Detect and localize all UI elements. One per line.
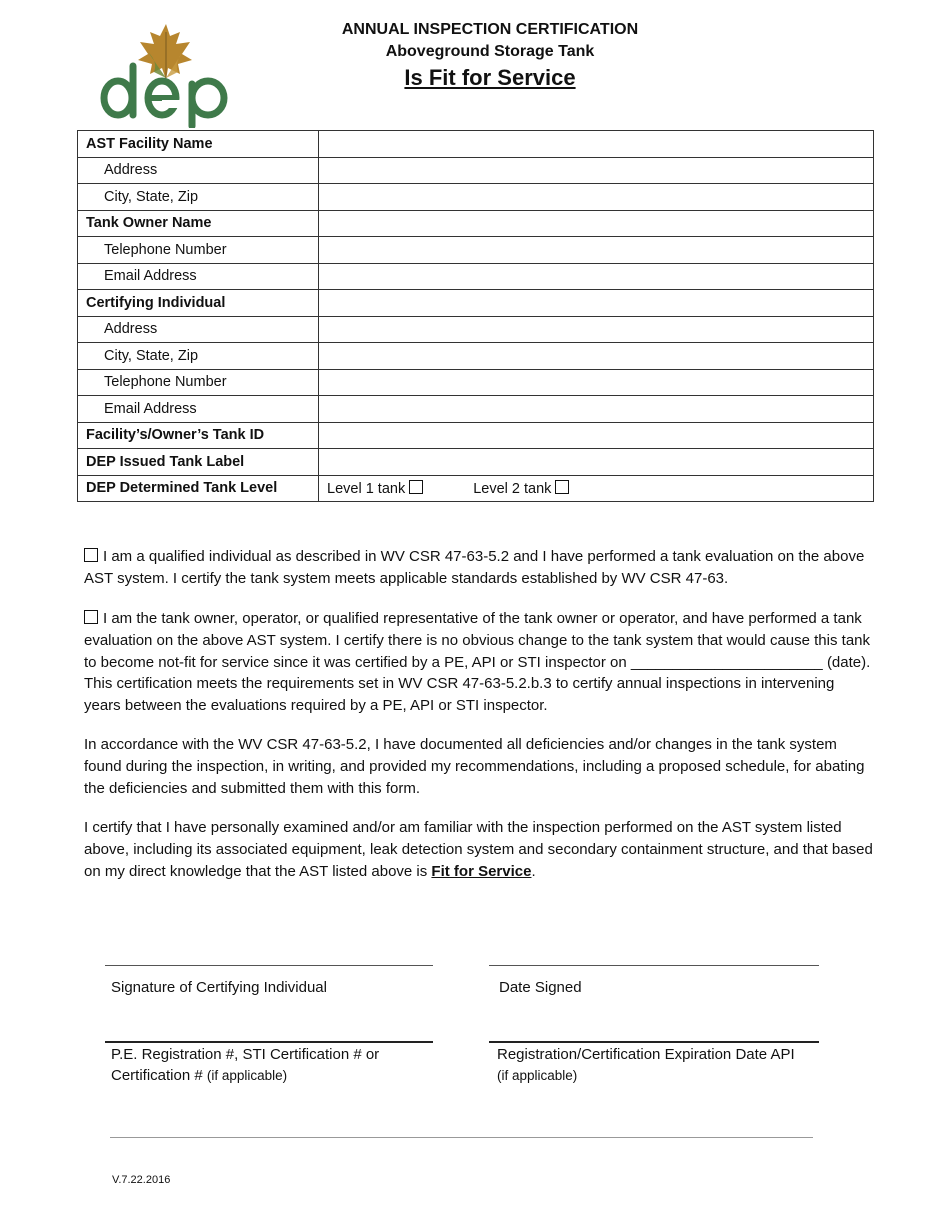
date-signed-line[interactable] — [489, 965, 819, 966]
table-row — [78, 396, 874, 423]
table-row — [78, 157, 874, 184]
tank-level-cell — [319, 475, 874, 502]
table-row — [78, 422, 874, 449]
date-signed-label: Date Signed — [499, 979, 582, 996]
fit-for-service-emphasis: Fit for Service — [431, 862, 532, 880]
level-2-checkbox[interactable] — [555, 480, 569, 494]
row-label: AST Facility Name — [78, 131, 319, 158]
owner-text: I am the tank owner, operator, or qualified representative of the tank owner or operator, and have performed a tank evaluation on the above AST system. I certify there is no obvious change to the tank system that would cause this tank to become not-fit for service since it was certified by a PE, API or STI inspector on _______________________ (date). This certification meets the requirements set in WV CSR 47-63-5.2.b.3 to certify annual inspections in intervening years between the evaluations required by a PE, API or STI inspector. — [84, 610, 871, 715]
facility-name-field[interactable] — [319, 131, 874, 158]
certify-suffix: . — [531, 862, 536, 880]
certifier-address-field[interactable] — [319, 316, 874, 343]
row-label: Facility’s/Owner’s Tank ID — [78, 422, 319, 449]
owner-checkbox[interactable] — [84, 610, 98, 624]
owner-telephone-field[interactable] — [319, 237, 874, 264]
row-label: Address — [78, 316, 319, 343]
table-row — [78, 131, 874, 158]
row-label: Telephone Number — [78, 369, 319, 396]
row-label: DEP Issued Tank Label — [78, 449, 319, 476]
title-line-3: Is Fit for Service — [404, 65, 576, 90]
registration-label — [111, 1044, 379, 1086]
dep-logo — [96, 22, 236, 128]
facility-address-field[interactable] — [319, 157, 874, 184]
row-label: Certifying Individual — [78, 290, 319, 317]
qualified-checkbox[interactable] — [84, 548, 98, 562]
signature-line[interactable] — [105, 965, 433, 966]
title-line-2: Aboveground Storage Tank — [385, 43, 595, 60]
certify-paragraph — [84, 817, 874, 882]
row-label: City, State, Zip — [78, 184, 319, 211]
level-1-label: Level 1 tank — [327, 480, 406, 497]
registration-line[interactable] — [105, 1041, 433, 1043]
table-row — [78, 263, 874, 290]
level-2-label: Level 2 tank — [473, 480, 552, 497]
signature-label: Signature of Certifying Individual — [111, 979, 327, 996]
row-label: Tank Owner Name — [78, 210, 319, 237]
table-row — [78, 210, 874, 237]
level-1-checkbox[interactable] — [409, 480, 423, 494]
row-label: Email Address — [78, 396, 319, 423]
row-label: Telephone Number — [78, 237, 319, 264]
table-row — [78, 237, 874, 264]
registration-label-line-1: P.E. Registration #, STI Certification # or — [111, 1046, 380, 1063]
facility-city-state-zip-field[interactable] — [319, 184, 874, 211]
version-text: V.7.22.2016 — [112, 1174, 171, 1186]
table-row — [78, 184, 874, 211]
table-row — [78, 475, 874, 502]
owner-statement — [84, 608, 874, 717]
qualified-statement — [84, 546, 874, 590]
expiration-label — [497, 1044, 795, 1086]
registration-label-line-2: Certification # — [111, 1067, 203, 1084]
row-label: Address — [78, 157, 319, 184]
maple-leaf-icon — [138, 24, 192, 80]
expiration-label-line-1: Registration/Certification Expiration Date API — [497, 1046, 795, 1063]
row-label: Email Address — [78, 263, 319, 290]
tank-id-field[interactable] — [319, 422, 874, 449]
table-row — [78, 290, 874, 317]
registration-note: (if applicable) — [206, 1068, 288, 1083]
dep-tank-label-field[interactable] — [319, 449, 874, 476]
owner-name-field[interactable] — [319, 210, 874, 237]
qualified-text: I am a qualified individual as described in WV CSR 47-63-5.2 and I have performed a tank evaluation on the above AST system. I certify the tank system meets applicable standards established by WV CSR 47-63. — [84, 548, 865, 587]
expiration-line[interactable] — [489, 1041, 819, 1043]
certify-text: I certify that I have personally examined and/or am familiar with the inspection performed on the AST system listed above, including its associated equipment, leak detection system and secondary containment structure, and that based on my direct knowledge that the AST listed above is — [84, 819, 873, 880]
certifier-email-field[interactable] — [319, 396, 874, 423]
expiration-note: (if applicable) — [497, 1068, 578, 1083]
table-row — [78, 316, 874, 343]
row-label: City, State, Zip — [78, 343, 319, 370]
table-row — [78, 369, 874, 396]
title-line-1: ANNUAL INSPECTION CERTIFICATION — [341, 21, 639, 38]
owner-email-field[interactable] — [319, 263, 874, 290]
row-label: DEP Determined Tank Level — [78, 475, 319, 502]
certifying-individual-field[interactable] — [319, 290, 874, 317]
table-row — [78, 449, 874, 476]
title-block — [300, 20, 680, 92]
certifier-city-state-zip-field[interactable] — [319, 343, 874, 370]
certifier-telephone-field[interactable] — [319, 369, 874, 396]
table-row — [78, 343, 874, 370]
info-table — [77, 130, 874, 502]
footer-divider — [110, 1137, 813, 1138]
accordance-paragraph: In accordance with the WV CSR 47-63-5.2, I have documented all deficiencies and/or changes in the tank system found during the inspection, in writing, and provided my recommendations, including a proposed schedule, for abating the deficiencies and submitted them with this form. — [84, 736, 865, 797]
